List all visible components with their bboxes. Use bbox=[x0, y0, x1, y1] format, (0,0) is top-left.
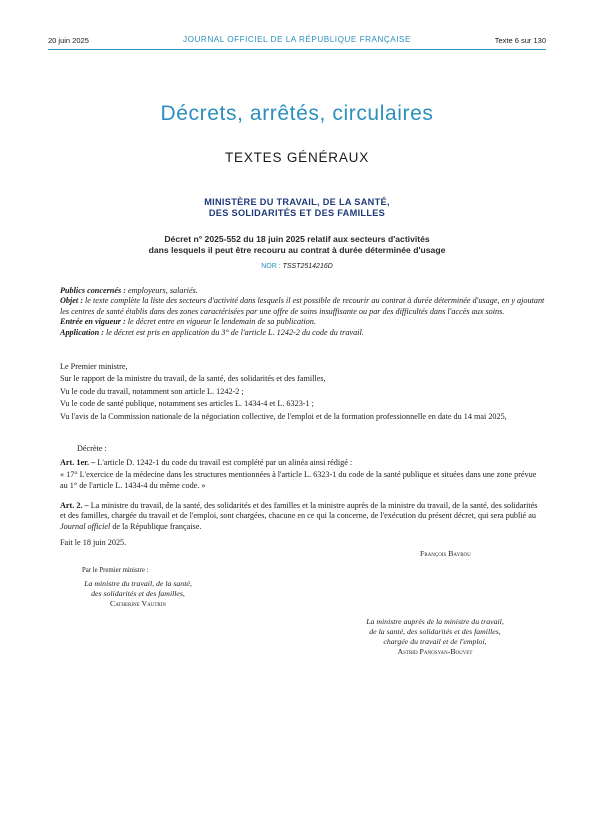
pm-signature: François Bayrou bbox=[420, 549, 471, 558]
notice-objet: Objet : le texte complète la liste des secteurs d'activité dans lesquels il est possible de recourir au contrat à durée déterminée d'usage, en y ajoutant les centres de santé établis dans des zones caractérisées par une offre de soins insuffisante ou par des difficultés dans l'accès aux soins. bbox=[60, 296, 545, 316]
page-header bbox=[48, 36, 546, 50]
par-premier-ministre: Par le Premier ministre : bbox=[82, 567, 149, 574]
header-rule bbox=[48, 49, 546, 50]
notice-entree: Entrée en vigueur : le décret entre en vigueur le lendemain de sa publication. bbox=[60, 317, 316, 327]
article-1-text: L'article D. 1242-1 du code du travail est complété par un alinéa ainsi rédigé : bbox=[95, 458, 353, 467]
nor-label: NOR : bbox=[261, 263, 281, 270]
notice-publics: Publics concernés : employeurs, salariés. bbox=[60, 286, 198, 295]
article-2: Art. 2. – La ministre du travail, de la santé, des solidarités et des familles et la ministre auprès de la ministre du travail, de la santé, des solidarités et des familles, chargée du travail et de l'emploi, sont chargées, chacune en ce qui la concerne, de l'exécution du présent décret, qui sera publié au Journal officiel de la République française. bbox=[60, 501, 538, 531]
minister-1-name: Catherine Vautrin bbox=[110, 599, 166, 608]
page-count: Texte 6 sur 130 bbox=[494, 36, 546, 45]
minister-2-signature: La ministre auprès de la ministre du travail, de la santé, des solidarités et des familles, chargée du travail et de l'emploi, Astrid Panosyan-Bouvet bbox=[330, 617, 540, 657]
visa-line: Sur le rapport de la ministre du travail, de la santé, des solidarités et des familles, bbox=[60, 374, 326, 384]
decree-title bbox=[0, 234, 594, 256]
visa-line: Vu le code de santé publique, notamment ses articles L. 1434-4 et L. 6323-1 ; bbox=[60, 399, 314, 409]
journal-title: JOURNAL OFFICIEL DE LA RÉPUBLIQUE FRANÇAISE bbox=[183, 35, 411, 44]
minister-2-name: Astrid Panosyan-Bouvet bbox=[397, 647, 473, 656]
sub-title: TEXTES GÉNÉRAUX bbox=[224, 150, 370, 165]
visas-block bbox=[60, 362, 545, 422]
publication-date: 20 juin 2025 bbox=[48, 36, 89, 45]
decree-line-1: Décret n° 2025-552 du 18 juin 2025 relatif aux secteurs d'activités bbox=[164, 234, 430, 244]
minister-1-signature: La ministre du travail, de la santé, des solidarités et des familles, Catherine Vautrin bbox=[48, 579, 228, 609]
article-1-quote: « 17° L'exercice de la médecine dans les structures mentionnées à l'article L. 6323-1 du code de la santé publique et situées dans une zone prévue au 1° de l'article L. 1434-4 du même code. » bbox=[60, 470, 537, 490]
ministry-line-2: DES SOLIDARITÉS ET DES FAMILLES bbox=[208, 208, 386, 218]
decree-line-2: dans lesquels il peut être recouru au contrat à durée déterminée d'usage bbox=[148, 245, 446, 255]
ministry-line-1: MINISTÈRE DU TRAVAIL, DE LA SANTÉ, bbox=[204, 197, 390, 207]
section-title: Décrets, arrêtés, circulaires bbox=[160, 102, 434, 125]
article-1 bbox=[60, 458, 545, 491]
journal-reference: Journal officiel bbox=[60, 521, 111, 531]
article-1-label: Art. 1er. – bbox=[60, 458, 96, 467]
visa-line: Le Premier ministre, bbox=[60, 362, 128, 371]
nor-reference bbox=[0, 263, 594, 270]
decrete: Décrète : bbox=[77, 444, 107, 453]
nor-code: TSST2514216D bbox=[282, 263, 333, 270]
notice-block bbox=[60, 286, 545, 338]
ministry-heading bbox=[0, 197, 594, 219]
visa-line: Vu le code du travail, notamment son article L. 1242-2 ; bbox=[60, 386, 244, 396]
visa-line: Vu l'avis de la Commission nationale de la négociation collective, de l'emploi et de la formation professionnelle en date du 14 mai 2025, bbox=[60, 411, 507, 421]
notice-application: Application : le décret est pris en application du 3° de l'article L. 1242-2 du code du travail. bbox=[60, 327, 364, 337]
article-2-label: Art. 2. – bbox=[60, 501, 89, 510]
fait-date: Fait le 18 juin 2025. bbox=[60, 538, 127, 547]
